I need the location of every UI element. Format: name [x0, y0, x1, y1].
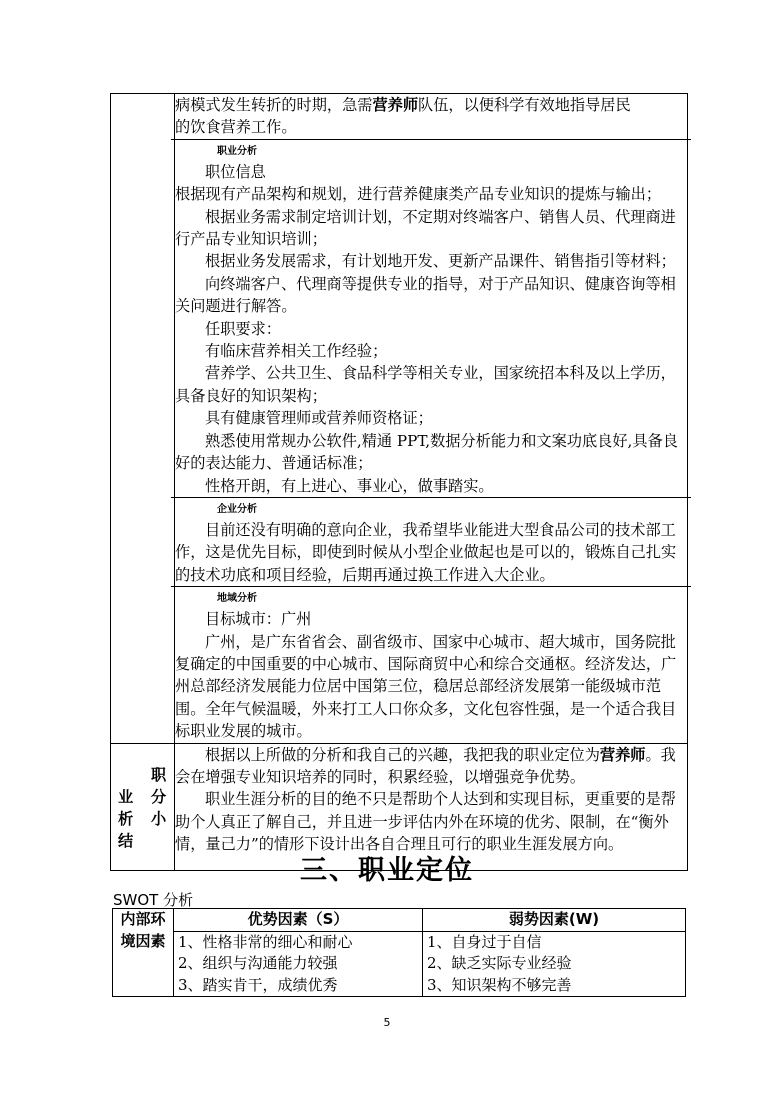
- career-analysis-table: [110, 93, 688, 871]
- job-info-item: 向终端客户、代理商等提供专业的指导，对于产品知识、健康咨询等相关问题进行解答。: [175, 274, 676, 316]
- swot-internal-factors-label: 内部环境因素: [113, 909, 174, 997]
- summary-label-char: 小: [151, 809, 167, 828]
- divider: [171, 497, 691, 498]
- page-number: 5: [383, 1016, 391, 1029]
- section-title: 三、职业定位: [300, 855, 474, 886]
- intro-text-tail: 队伍，以便科学有效地指导居民: [418, 96, 631, 114]
- swot-strengths-header: 优势因素（S）: [174, 909, 423, 932]
- intro-paragraph: [175, 94, 687, 139]
- intro-text: 病模式发生转折的时期，急需: [175, 96, 373, 114]
- weakness-item: 1、自身过于自信: [427, 932, 542, 951]
- summary-label-char: 析: [118, 809, 134, 828]
- swot-weaknesses-header: 弱势因素(W): [423, 909, 686, 932]
- summary-label-char: 结: [118, 831, 134, 850]
- weakness-item: 3、知识架构不够完善: [427, 975, 572, 994]
- job-info-item: 根据业务发展需求，有计划地开发、更新产品课件、销售指引等材料；: [205, 252, 676, 271]
- swot-title: SWOT 分析: [113, 891, 194, 909]
- swot-weaknesses-cell: [423, 931, 686, 997]
- region-analysis-text: 广州，是广东省省会、副省级市、国家中心城市、超大城市，国务院批复确定的中国重要的中心城市、国际商贸中心和综合交通枢。经济发达，广州总部经济发展能力位居中国第三位，稳居总部经济发展第一能级城市范围。全年气候温暖，外来打工人口你众多，文化包容性强，是一个适合我目标职业发展的城市。: [175, 632, 677, 741]
- summary-label-char: 职: [151, 765, 167, 784]
- divider: [171, 139, 691, 140]
- summary-label-char: 业: [118, 787, 134, 806]
- divider: [171, 586, 691, 587]
- intro-text-line2: 的饮食营养工作。: [175, 118, 297, 137]
- swot-strengths-cell: [174, 931, 423, 997]
- analysis-content-cell: [175, 94, 688, 744]
- job-info-item: 根据业务需求制定培训计划，不定期对终端客户、销售人员、代理商进行产品专业知识培训；: [175, 207, 676, 249]
- summary-label-char: 分: [151, 787, 167, 806]
- summary-text: 根据以上所做的分析和我自己的兴趣，我把我的职业定位为: [205, 745, 600, 764]
- job-info-item: 根据现有产品架构和规划，进行营养健康类产品专业知识的提炼与输出；: [175, 185, 661, 204]
- job-analysis-heading: 职业分析: [217, 145, 257, 157]
- job-requirements-title: 任职要求：: [205, 319, 281, 338]
- job-requirement-item: 有临床营养相关工作经验；: [205, 342, 388, 361]
- company-analysis-heading: 企业分析: [217, 503, 257, 515]
- summary-paragraph-2: 职业生涯分析的目的绝不只是帮助个人达到和实现目标，更重要的是帮助个人真正了解自己，并且进一步评估内外在环境的优劣、限制，在“衡外情，量己力”的情形下设计出各自合理且可行的职业生涯发展方向。: [175, 790, 676, 854]
- job-info-title: 职位信息: [205, 162, 266, 181]
- job-requirement-item: 具有健康管理师或营养师资格证；: [205, 409, 433, 428]
- company-analysis-text: 目前还没有明确的意向企业，我希望毕业能进大型食品公司的技术部工作，这是优先目标，即使到时候从小型企业做起也是可以的，锻炼自己扎实的技术功底和项目经验，后期再通过换工作进入大企业。: [175, 520, 677, 584]
- job-requirement-item: 营养学、公共卫生、食品科学等相关专业，国家统招本科及以上学历，具备良好的知识架构；: [175, 364, 676, 405]
- region-analysis-heading: 地域分析: [217, 593, 257, 605]
- left-column-cell: [111, 94, 175, 744]
- intro-bold-term: 营养师: [372, 96, 418, 114]
- summary-bold-term: 营养师: [599, 745, 646, 764]
- job-requirement-item: 熟悉使用常规办公软件,精通 PPT,数据分析能力和文案功底良好,具备良好的表达能力、普通话标准；: [175, 431, 678, 473]
- summary-text-tail: 。我会在增强专业知识培养的同时，积累经验，以增强竞争优势。: [175, 745, 676, 786]
- summary-paragraph-1: [175, 744, 687, 789]
- strength-item: 3、踏实肯干，成绩优秀: [178, 975, 338, 994]
- strength-item: 2、组织与沟通能力较强: [178, 954, 338, 972]
- swot-table: [112, 908, 686, 997]
- strength-item: 1、性格非常的细心和耐心: [178, 932, 353, 951]
- target-city: 目标城市：广州: [205, 610, 312, 629]
- job-requirement-item: 性格开朗，有上进心、事业心，做事踏实。: [205, 476, 494, 495]
- weakness-item: 2、缺乏实际专业经验: [427, 954, 572, 972]
